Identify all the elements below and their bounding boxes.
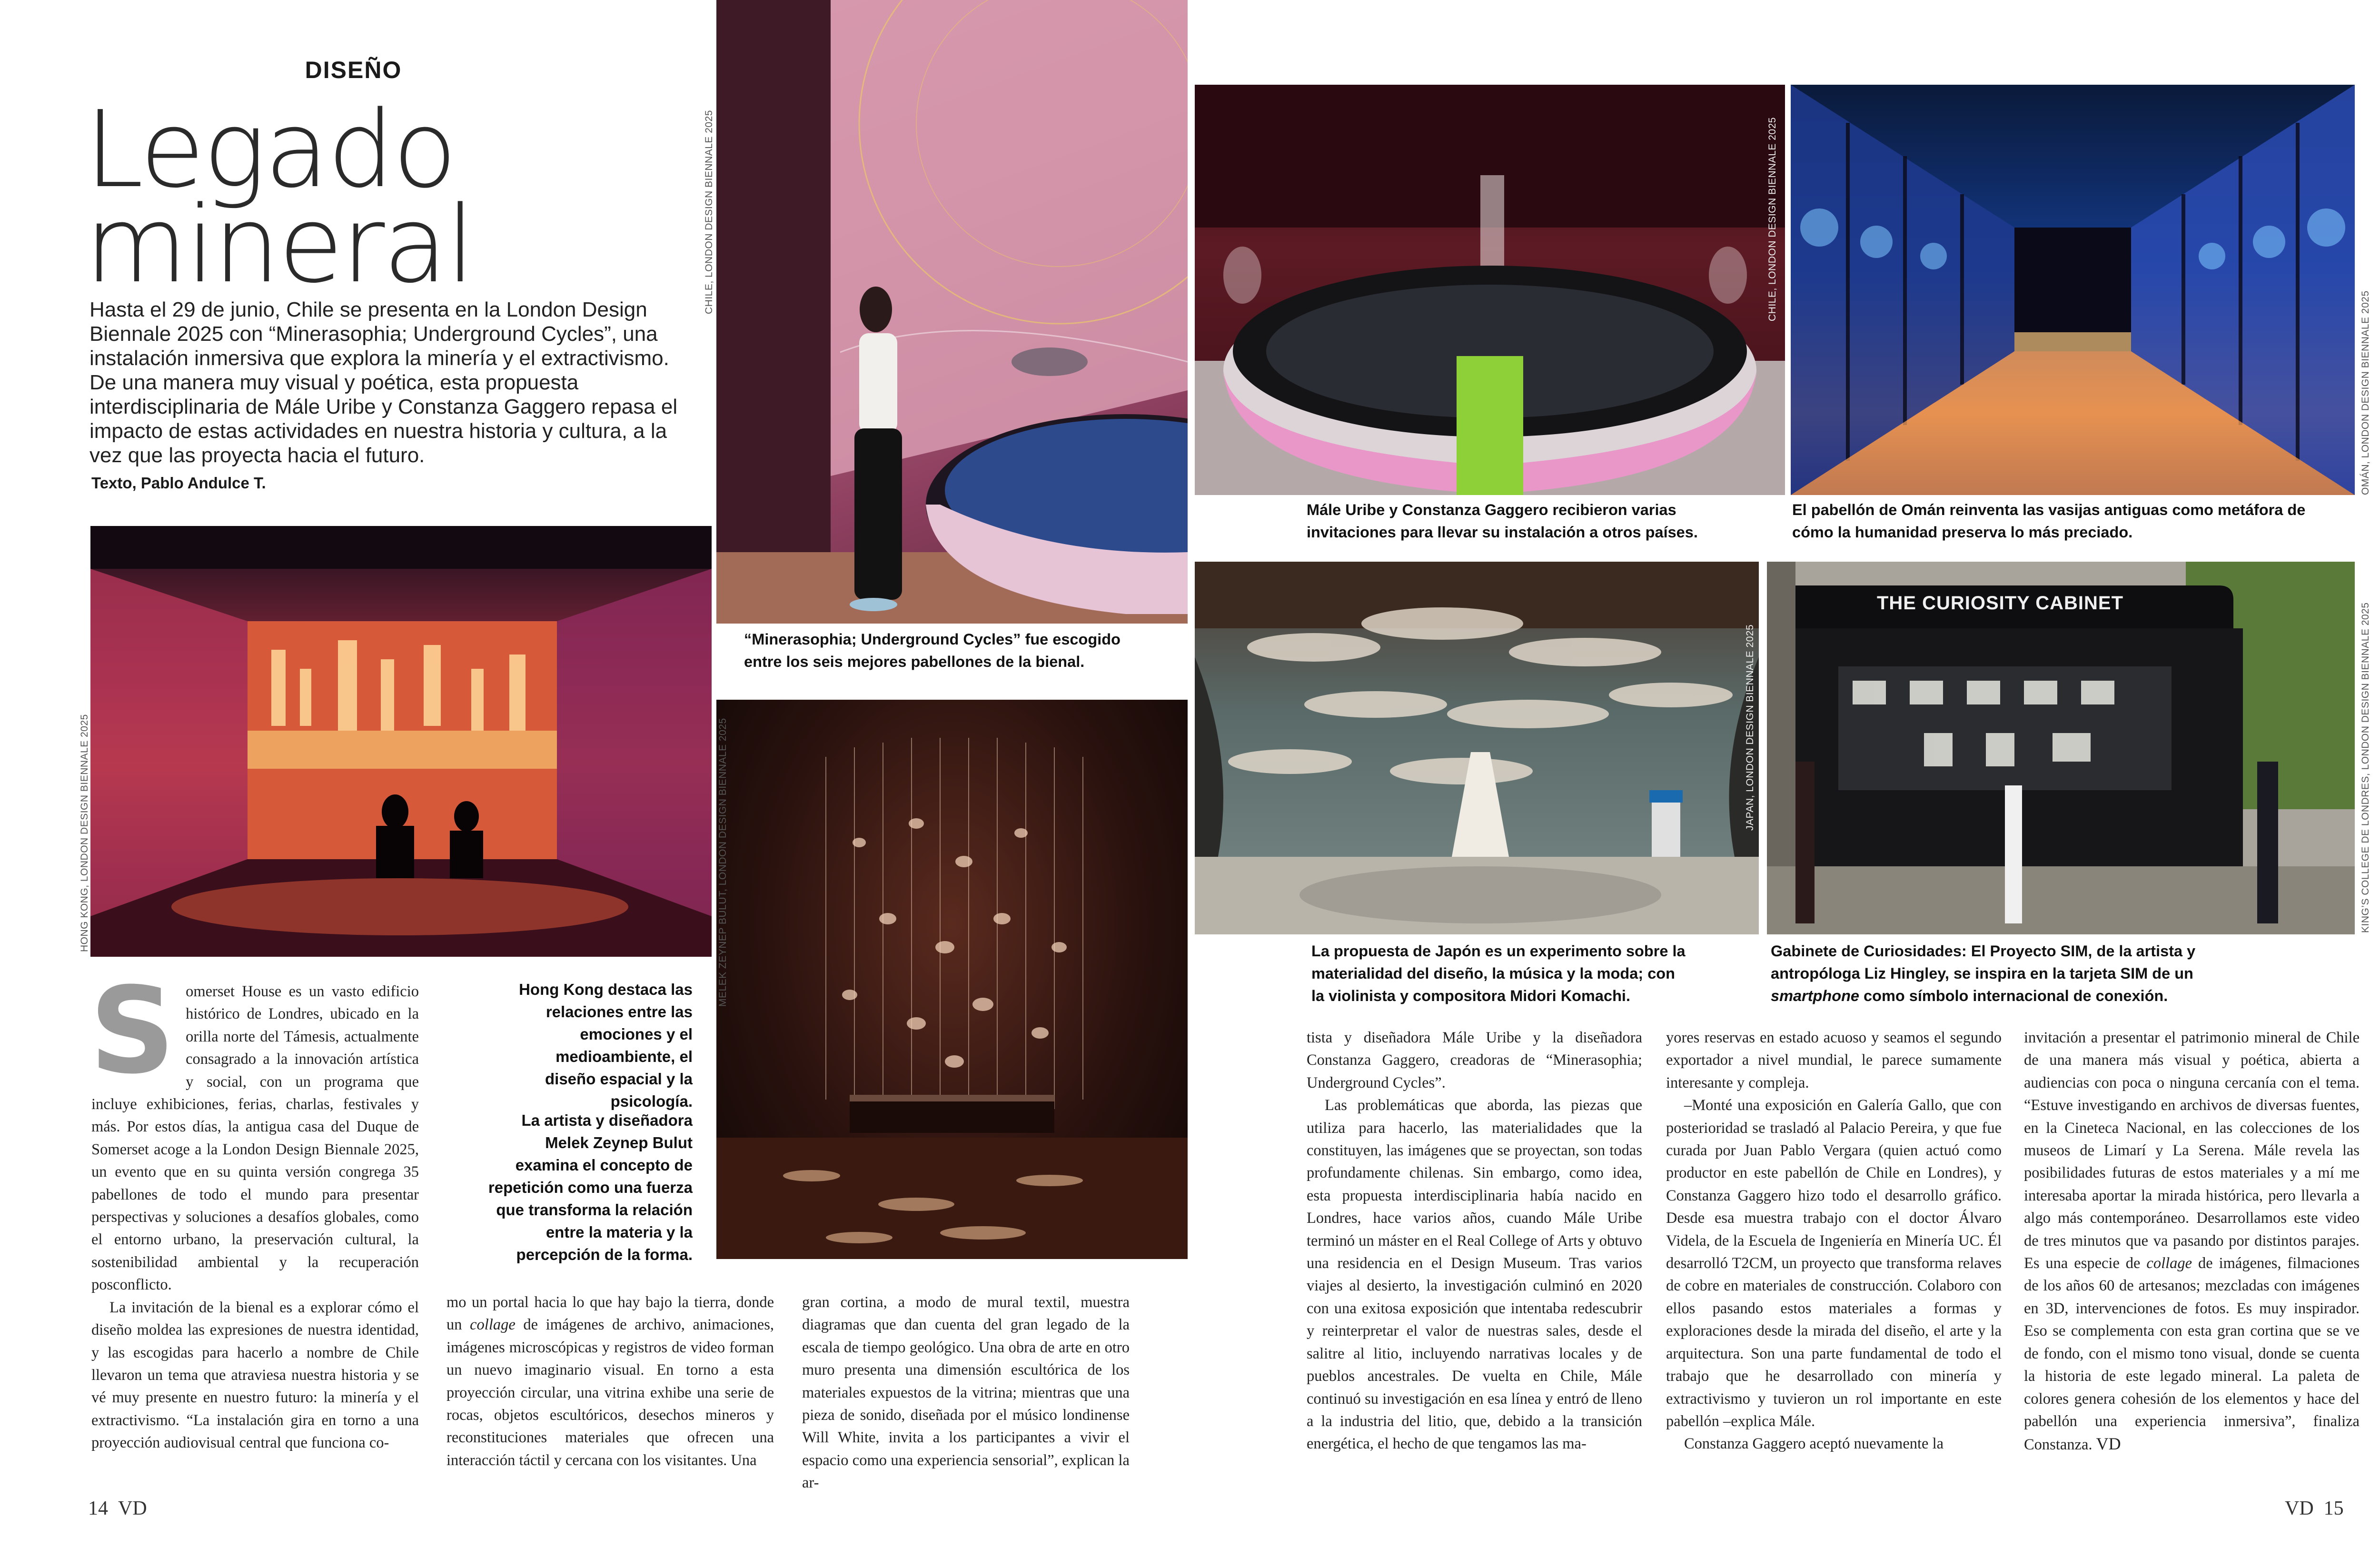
photo-chile-pavilion-woman	[716, 0, 1188, 624]
photo-credit-japan: JAPAN, LONDON DESIGN BIENNALE 2025	[1745, 624, 1755, 831]
body-col6-b: de imágenes, filmaciones de los años 60 de artesanos; mezcladas con imágenes en 3D, intervenciones de fotos. Es muy inspirador. Eso se complementa con esta gran cortina que se ve de fondo, con el mismo tono visual, donde se cuenta la historia de este legado mineral. La paleta de colores genera cohesión de los elementos y hace del pabellón una experiencia inmersiva”, finaliza Constanza.	[2024, 1255, 2360, 1454]
photo-chile-pavilion-vitrine-art	[1195, 85, 1785, 495]
body-column-1	[89, 962, 419, 1455]
caption-curiosity-cabinet	[1771, 940, 2275, 1007]
pullquote-hong-kong: Hong Kong destaca las relaciones entre las emociones y el medioambiente, el diseño espacial y la psicología.	[519, 981, 693, 1110]
body-column-2	[446, 1291, 774, 1472]
photo-credit-kings: KING’S COLLEGE DE LONDRES, LONDON DESIGN BIENNALE 2025	[2360, 602, 2371, 933]
body-col4-p2: Las problemáticas que aborda, las piezas que utiliza para hacerlo, las materialidades que la constituyen, las imágenes que se proyectan, son todas profundamente chilenas. Sin embargo, como idea, esta propuesta interdisciplinaria había nacido en Londres, hace varios años, cuando Mále Uribe terminó un máster en el Real College of Arts y obtuvo una residencia en el Design Museum. Tras varios viajes al desierto, la investigación culminó en 2020 con una exitosa exposición que intentaba redescubrir y reinterpretar el valor de nuestras sales, desde el salitre al litio, incluyendo narrativas locales y de pueblos ancestrales. De vuelta en Chile, Mále continuó su investigación en esa línea y entró de lleno a la industria del litio, que, debido a la transición energética, el hecho de que tengamos las ma-	[1307, 1097, 1642, 1453]
body-col5-p1: yores reservas en estado acuoso y seamos el segundo exportador a nivel mundial, le parece sumamente interesante y compleja.	[1666, 1029, 2002, 1091]
caption-male-gaggero: Mále Uribe y Constanza Gaggero recibieron varias invitaciones para llevar su instalación a otros países.	[1307, 501, 1698, 541]
body-col3: gran cortina, a modo de mural textil, muestra diagramas que dan cuenta del gran legado de la escala de tiempo geológico. Una obra de arte en otro muro presenta una dimensión escultórica de los materiales expuestos de la vitrina; mientras que una pieza de sonido, diseñada por el músico londinense Will White, invita a los participantes a vivir el espacio como una experiencia sensorial”, explican la ar-	[802, 1294, 1130, 1492]
article-title	[85, 89, 474, 307]
curiosity-cabinet-sign: THE CURIOSITY CABINET	[1876, 593, 2124, 614]
photo-japan-pavilion-art	[1195, 562, 1759, 934]
photo-chile-pavilion-woman-art	[716, 0, 1188, 624]
body-column-5	[1666, 1027, 2002, 1456]
caption-curiosity-a: Gabinete de Curiosidades: El Proyecto SIM, de la artista y antropóloga Liz Hingley, se inspira en la tarjeta SIM de un	[1771, 942, 2196, 982]
byline: Texto, Pablo Andulce T.	[91, 474, 266, 492]
photo-oman-pavilion-art	[1791, 85, 2355, 495]
caption-curiosity-b: como símbolo internacional de conexión.	[1859, 987, 2168, 1004]
body-column-4	[1307, 1027, 1642, 1456]
photo-hong-kong-pavilion	[90, 526, 712, 957]
body-col5-p3: Constanza Gaggero aceptó nuevamente la	[1684, 1435, 1944, 1453]
photo-credit-melek: MELEK ZEYNEP BULUT, LONDON DESIGN BIENNALE 2025	[717, 718, 728, 1007]
body-col1-p2: La invitación de la bienal es a explorar cómo el diseño moldea las expresiones de nuestra identidad, y las escogidas para hacerlo a nombre de Chile llevaron un tema que atraviesa nuestra historia y se vé muy presente en nuestro futuro: la minería y el extractivismo. “La instalación gira en torno a una proyección audiovisual central que funciona co-	[91, 1299, 419, 1452]
photo-credit-chile-2: CHILE, LONDON DESIGN BIENNALE 2025	[1767, 117, 1778, 321]
body-col2-em: collage	[470, 1316, 516, 1334]
drop-cap: S	[89, 962, 176, 1100]
photo-japan-pavilion	[1195, 562, 1759, 934]
photo-chile-pavilion-vitrine	[1195, 85, 1785, 495]
body-column-6	[2024, 1027, 2360, 1457]
folio-left	[88, 1497, 147, 1520]
photo-hong-kong-pavilion-art	[90, 526, 712, 957]
body-col2-a: mo un portal hacia lo que hay bajo la tierra, donde un	[446, 1294, 774, 1334]
body-col1-p1: omerset House es un vasto edificio histórico de Londres, ubicado en la orilla norte del Támesis, actualmente consagrado a la innovación artística y social, con un programa que incluye exhibiciones, ferias, charlas, festivales y más. Por estos días, la antigua casa del Duque de Somerset acoge a la London Design Biennale 2025, un evento que en su quinta versión congrega 35 pabellones de todo el mundo para presentar perspectivas y soluciones a desafíos globales, como el entorno urbano, la preservación cultural, la sostenibilidad ambiental y la recuperación posconflicto.	[91, 983, 419, 1294]
body-col5-p2: –Monté una exposición en Galería Gallo, que con posterioridad se trasladó al Palacio Pereira, y que fue curada por Juan Pablo Vergara (quien actuó como productor en este pabellón de Chile en Londres), y Constanza Gaggero hizo todo el desarrollo gráfico. Desde esa muestra trabajo con el doctor Álvaro Videla, de la Escuela de Ingeniería en Minería UC. Él desarrolló T2CM, un proyecto que transforma relaves de cobre en materiales de construcción. Colaboro con ellos pasando estos materiales a formas y exploraciones desde la mirada del diseño, el arte y la arquitectura. Son una parte fundamental de todo el trabajo que he desarrollado con minería y extractivismo y tuvieron un rol importante en este pabellón –explica Mále.	[1666, 1097, 2002, 1430]
caption-japan: La propuesta de Japón es un experimento sobre la materialidad del diseño, la música y la moda; con la violinista y compositora Midori Komachi.	[1311, 942, 1686, 1004]
magazine-mark-right: VD	[2285, 1497, 2314, 1519]
photo-credit-oman: OMÁN, LONDON DESIGN BIENNALE 2025	[2360, 290, 2371, 495]
body-col6-em: collage	[2146, 1255, 2192, 1272]
body-col6-a: invitación a presentar el patrimonio mineral de Chile de una manera más visual y poética, abierta a audiencias con poca o ninguna cercanía con el tema. “Estuve investigando en archivos de diversas fuentes, en la Cineteca Nacional, en las colecciones de los museos de Limarí y La Serena. Mále revela las posibilidades futuras de estos materiales y a mí me interesaba aportar la mirada histórica, pero llevarla a algo más contemporáneo. Desarrollamos este video de tres minutos que va pasando por distintos parajes. Es una especie de	[2024, 1029, 2360, 1272]
magazine-mark-left: VD	[118, 1497, 147, 1519]
title-line-1: Legado	[85, 89, 456, 211]
title-line-2: mineral	[85, 184, 474, 307]
body-col4-p1: tista y diseñadora Mále Uribe y la diseñadora Constanza Gaggero, creadoras de “Minerasophia; Underground Cycles”.	[1307, 1029, 1642, 1091]
photo-curiosity-cabinet-art	[1767, 562, 2355, 934]
page-number-left: 14	[88, 1497, 108, 1519]
photo-credit-chile-1: CHILE, LONDON DESIGN BIENNALE 2025	[704, 110, 714, 314]
pullquote-melek: La artista y diseñadora Melek Zeynep Bulut examina el concepto de repetición como una fuerza que transforma la relación entre la materia y la percepción de la forma.	[488, 1111, 693, 1263]
body-column-3	[802, 1291, 1130, 1495]
section-label: DISEÑO	[305, 57, 402, 83]
photo-oman-pavilion	[1791, 85, 2355, 495]
page-number-right: 15	[2323, 1497, 2344, 1519]
photo-curiosity-cabinet	[1767, 562, 2355, 934]
caption-curiosity-em: smartphone	[1771, 987, 1860, 1004]
caption-minerasophia: “Minerasophia; Underground Cycles” fue escogido entre los seis mejores pabellones de la bienal.	[744, 631, 1121, 670]
folio-right	[2285, 1497, 2344, 1520]
photo-melek-zeynep-bulut	[716, 700, 1188, 1259]
end-mark: VD	[2096, 1434, 2121, 1454]
photo-melek-zeynep-bulut-art	[716, 700, 1188, 1259]
body-col2-b: de imágenes de archivo, animaciones, imágenes microscópicas y registros de video forman un nuevo imaginario visual. En torno a esta proyección circular, una vitrina exhibe una serie de rocas, objetos escultóricos, desechos mineros y reconstituciones materiales que ofrecen una interacción táctil y cercana con los visitantes. Una	[446, 1316, 774, 1469]
caption-oman: El pabellón de Omán reinventa las vasijas antiguas como metáfora de cómo la humanidad preserva lo más preciado.	[1792, 501, 2306, 541]
intro-paragraph: Hasta el 29 de junio, Chile se presenta en la London Design Biennale 2025 con “Minerasophia; Underground Cycles”, una instalación inmersiva que explora la minería y el extractivismo. De una manera muy visual y poética, esta propuesta interdisciplinaria de Mále Uribe y Constanza Gaggero repasa el impacto de estas actividades en nuestra historia y cultura, a la vez que las proyecta hacia el futuro.	[89, 298, 678, 467]
photo-credit-hong-kong: HONG KONG, LONDON DESIGN BIENNALE 2025	[79, 714, 90, 952]
